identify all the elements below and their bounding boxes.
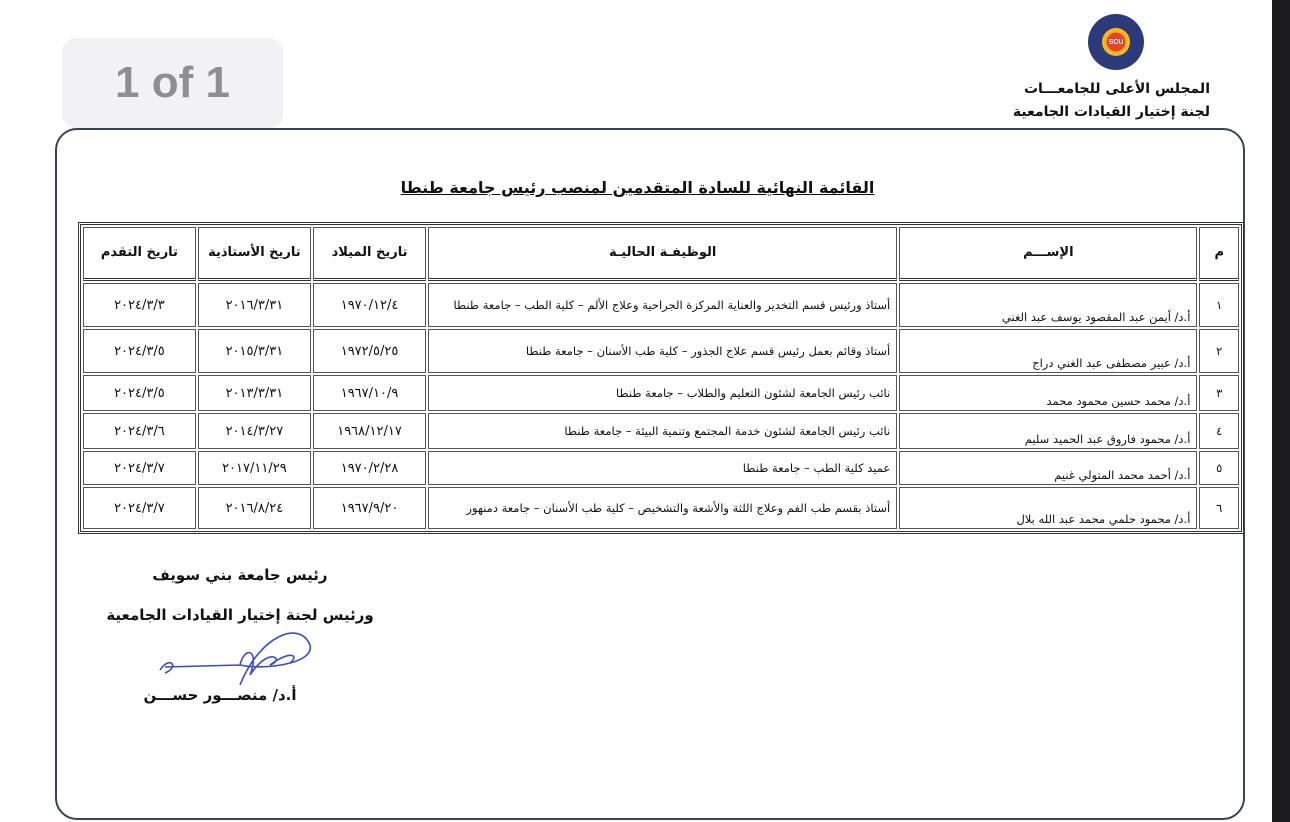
org-name: المجلس الأعلى للجامعـــات [1023, 81, 1210, 97]
table-row [83, 413, 1239, 449]
table-row [83, 451, 1239, 485]
current-position: أستاذ بقسم طب الفم وعلاج اللثة والأشعة والتشخيص – كلية طب الأسنان – جامعة دمنهور [428, 487, 897, 529]
birth-date: ١٩٧٠/١٢/٤ [313, 283, 426, 327]
birth-date: ١٩٧٢/٥/٢٥ [313, 329, 426, 373]
professorship-date: ٢٠١٧/١١/٢٩ [198, 451, 311, 485]
application-date: ٢٠٢٤/٣/٥ [83, 329, 196, 373]
org-header [1013, 78, 1210, 124]
birth-date: ١٩٦٧/١٠/٩ [313, 375, 426, 411]
candidate-name: أ.د/ أيمن عبد المقصود يوسف عبد الغني [899, 283, 1197, 327]
professorship-date: ٢٠١٤/٣/٢٧ [198, 413, 311, 449]
current-position: نائب رئيس الجامعة لشئون التعليم والطلاب – جامعة طنطا [428, 375, 897, 411]
row-number: ٦ [1199, 487, 1239, 529]
application-date: ٢٠٢٤/٣/٦ [83, 413, 196, 449]
row-number: ١ [1199, 283, 1239, 327]
page-indicator: 1 of 1 [62, 38, 283, 128]
current-position: عميد كلية الطب – جامعة طنطا [428, 451, 897, 485]
candidate-name: أ.د/ محمد حسين محمود محمد [899, 375, 1197, 411]
document-title: القائمة النهائية للسادة المتقدمين لمنصب رئيس جامعة طنطا [400, 178, 875, 197]
col-professorship: تاريخ الأستاذية [198, 227, 311, 281]
current-position: أستاذ وقائم بعمل رئيس قسم علاج الجذور – كلية طب الأسنان – جامعة طنطا [428, 329, 897, 373]
birth-date: ١٩٧٠/٢/٢٨ [313, 451, 426, 485]
table-header-row [83, 227, 1239, 281]
candidate-name: أ.د/ محمود حلمي محمد عبد الله بلال [899, 487, 1197, 529]
application-date: ٢٠٢٤/٣/٧ [83, 451, 196, 485]
current-position: أستاذ ورئيس قسم التخدير والعناية المركزة الجراحية وعلاج الألم – كلية الطب – جامعة طنطا [428, 283, 897, 327]
col-job: الوظيفـة الحاليـة [428, 227, 897, 281]
application-date: ٢٠٢٤/٣/٥ [83, 375, 196, 411]
application-date: ٢٠٢٤/٣/٣ [83, 283, 196, 327]
col-birth: تاريخ الميلاد [313, 227, 426, 281]
signatory-title: رئيس جامعة بني سويف [152, 566, 328, 584]
logo-sun-icon: SCU [1102, 28, 1130, 56]
candidate-name: أ.د/ أحمد محمد المتولي غنيم [899, 451, 1197, 485]
birth-date: ١٩٦٧/٩/٢٠ [313, 487, 426, 529]
row-number: ٤ [1199, 413, 1239, 449]
scu-logo [1088, 14, 1144, 70]
current-position: نائب رئيس الجامعة لشئون خدمة المجتمع وتنمية البيئة – جامعة طنطا [428, 413, 897, 449]
professorship-date: ٢٠١٦/٣/٣١ [198, 283, 311, 327]
professorship-date: ٢٠١٣/٣/٣١ [198, 375, 311, 411]
signatory-name: أ.د/ منصـــور حســـن [143, 686, 297, 704]
table-row [83, 283, 1239, 327]
signatory-committee: ورئيس لجنة إختيار القيادات الجامعية [106, 606, 374, 624]
col-applied: تاريخ التقدم [83, 227, 196, 281]
candidate-name: أ.د/ محمود فاروق عبد الحميد سليم [899, 413, 1197, 449]
application-date: ٢٠٢٤/٣/٧ [83, 487, 196, 529]
row-number: ٣ [1199, 375, 1239, 411]
viewer-edge-bar [1272, 0, 1290, 822]
row-number: ٢ [1199, 329, 1239, 373]
candidates-table [78, 222, 1244, 534]
col-number: م [1199, 227, 1239, 281]
candidate-name: أ.د/ عبير مصطفى عبد الغني دراج [899, 329, 1197, 373]
birth-date: ١٩٦٨/١٢/١٧ [313, 413, 426, 449]
handwritten-signature [150, 625, 320, 695]
professorship-date: ٢٠١٦/٨/٢٤ [198, 487, 311, 529]
table-row [83, 329, 1239, 373]
table-row [83, 487, 1239, 529]
col-name: الإســـم [899, 227, 1197, 281]
committee-name: لجنة إختيار القيادات الجامعية [1012, 104, 1210, 120]
row-number: ٥ [1199, 451, 1239, 485]
table-row [83, 375, 1239, 411]
professorship-date: ٢٠١٥/٣/٣١ [198, 329, 311, 373]
